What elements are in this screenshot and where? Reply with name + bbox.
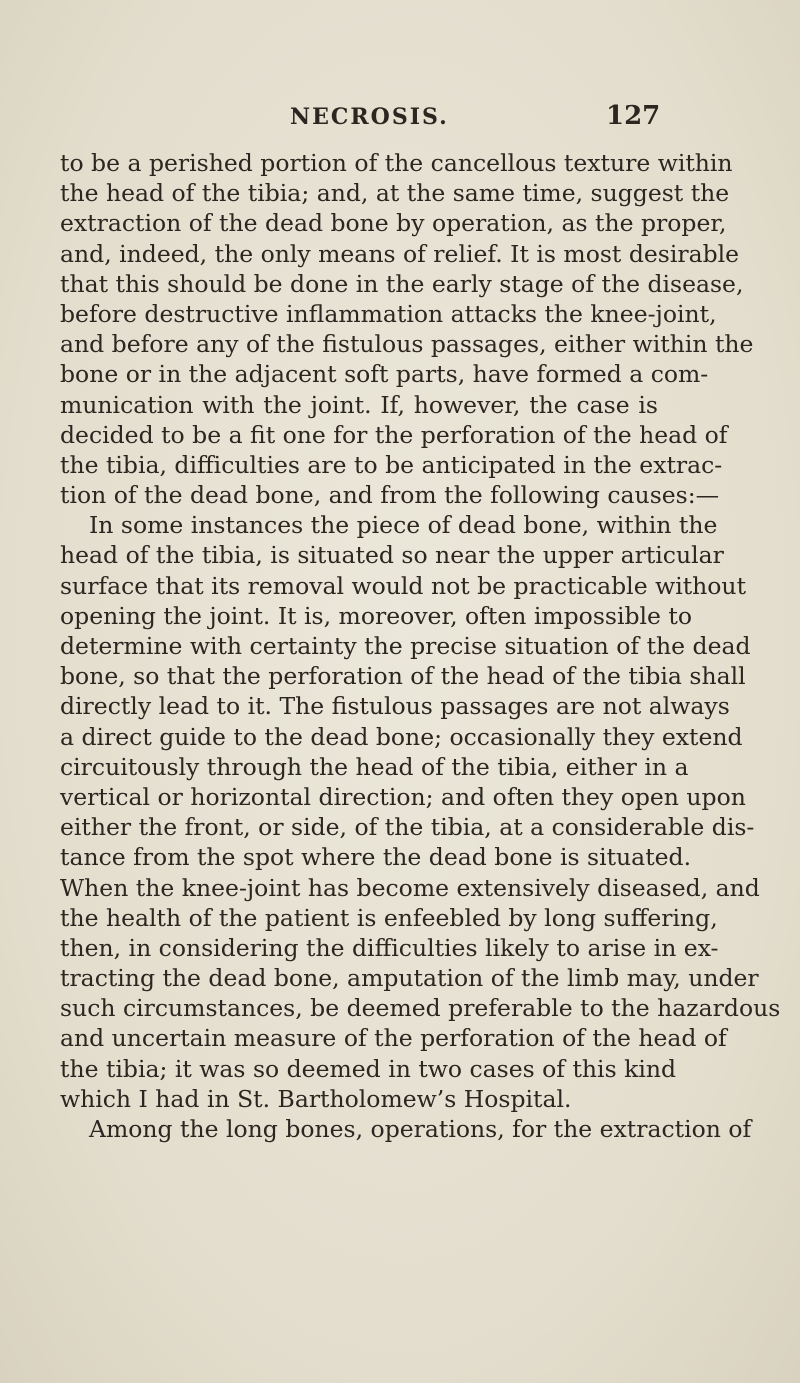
text-line: tion of the dead bone, and from the following causes:—: [60, 481, 720, 510]
page-header: [0, 101, 800, 140]
text-line: decided to be a fit one for the perforation of the head of: [60, 420, 728, 449]
text-line: surface that its removal would not be practicable without: [60, 571, 747, 600]
text-line: tracting the dead bone, amputation of the limb may, under: [60, 964, 759, 993]
text-line: the tibia, difficulties are to be anticipated in the extrac-: [60, 450, 723, 479]
text-line: directly lead to it. The fistulous passages are not always: [60, 692, 730, 721]
text-line: munication with the joint. If, however, the case is: [60, 390, 658, 419]
text-line: before destructive inflammation attacks the knee-joint,: [60, 299, 717, 328]
text-line: and before any of the fistulous passages, either within the: [60, 330, 754, 359]
text-line: When the knee-joint has become extensively diseased, and: [60, 873, 760, 902]
text-line: bone, so that the perforation of the head of the tibia shall: [60, 662, 746, 691]
text-line: and, indeed, the only means of relief. It is most desirable: [60, 239, 740, 268]
text-line: and uncertain measure of the perforation of the head of: [60, 1024, 727, 1053]
text-line: Among the long bones, operations, for the extraction of: [89, 1115, 752, 1143]
text-line: head of the tibia, is situated so near the upper articular: [60, 541, 724, 570]
text-line: vertical or horizontal direction; and often they open upon: [60, 782, 746, 811]
text-line: such circumstances, be deemed preferable to the hazardous: [60, 994, 781, 1023]
text-line: the health of the patient is enfeebled by long suffering,: [60, 903, 718, 932]
running-title: NECROSIS.: [290, 104, 449, 130]
text-line: that this should be done in the early stage of the disease,: [60, 269, 744, 298]
text-line: opening the joint. It is, moreover, often impossible to: [60, 601, 692, 630]
text-line: determine with certainty the precise situation of the dead: [60, 632, 751, 660]
text-line: bone or in the adjacent soft parts, have formed a com-: [60, 360, 709, 389]
text-line: tance from the spot where the dead bone is situated.: [60, 843, 692, 872]
page-number: 127: [606, 101, 661, 131]
text-line: to be a perished portion of the cancellous texture within: [60, 149, 733, 177]
text-line: the tibia; it was so deemed in two cases of this kind: [60, 1054, 677, 1083]
body-text: [60, 148, 781, 1144]
text-line: then, in considering the difficulties likely to arise in ex-: [60, 933, 719, 962]
text-line: either the front, or side, of the tibia, at a considerable dis-: [60, 813, 755, 842]
text-line: a direct guide to the dead bone; occasionally they extend: [60, 722, 743, 751]
text-line: the head of the tibia; and, at the same time, suggest the: [60, 179, 730, 208]
text-line: circuitously through the head of the tibia, either in a: [60, 752, 689, 781]
text-line: which I had in St. Bartholomew’s Hospital.: [60, 1084, 572, 1113]
text-line: extraction of the dead bone by operation, as the proper,: [60, 209, 727, 238]
text-line: In some instances the piece of dead bone, within the: [89, 511, 718, 540]
